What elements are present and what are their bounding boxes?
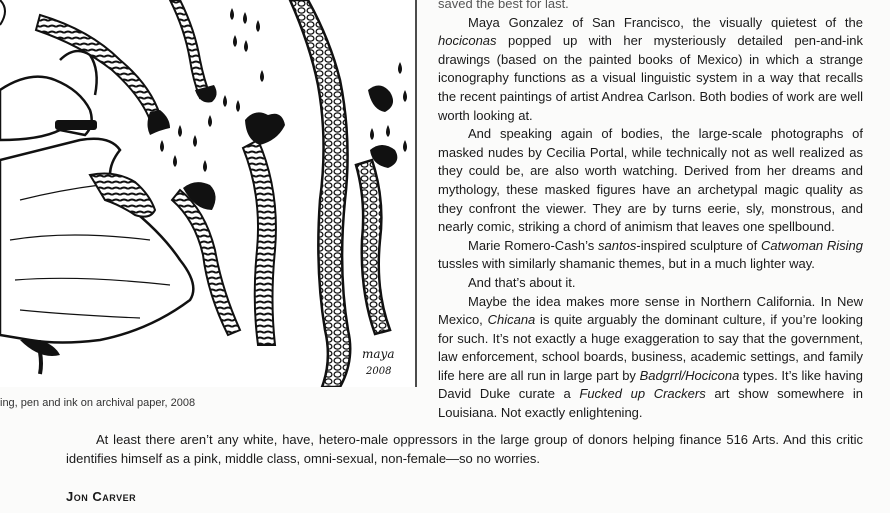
paragraph-0: saved the best for last. — [438, 0, 569, 11]
paragraph-1: Maya Gonzalez of San Francisco, the visually quietest of the hociconas popped up with her mysteriously detailed pen-and-ink drawings (based on the painted books of Mexico) in which a strange iconography functions as a visual linguistic system in a way that recalls the recent paintings of artist Andrea Carlson. Both bodies of work are well worth looking at. — [438, 14, 863, 123]
artwork-caption: ing, pen and ink on archival paper, 2008 — [0, 397, 196, 409]
paragraph-4: And that’s about it. — [468, 274, 576, 290]
article-footer — [66, 431, 863, 468]
signature-year: 2008 — [366, 366, 392, 377]
signature-name: maya — [362, 347, 395, 361]
paragraph-5: Maybe the idea makes more sense in Northern California. In New Mexico, Chicana is quite arguably the dominant culture, if you’re looking for such. It’s not exactly a huge exaggeration to say that the government, law enforcement, school boards, business, academic settings, and family life here are all run in large part by Badgrrl/Hocicona types. It’s like having David Duke curate a Fucked up Crackers art show somewhere in Louisiana. Not exactly enlightening. — [438, 293, 863, 421]
author-byline: Jon Carver — [66, 489, 137, 504]
paragraph-2: And speaking again of bodies, the large-scale photographs of masked nudes by Cecilia Portal, while technically not as well realized as they could be, are also worth watching. Derived from her dreams and mythology, these masked figures have an archetypal magic quality as they confront the viewer. They are by turns eerie, sly, monstrous, and nearly comic, striking a chord of animism that leaves one spellbound. — [438, 126, 863, 235]
paragraph-6: At least there aren’t any white, have, hetero-male oppressors in the large group of donors helping finance 516 Arts. And this critic identifies himself as a pink, middle class, omni-sexual, non-female—so no worries. — [66, 432, 863, 466]
artwork-drawing — [0, 0, 417, 387]
article-column — [438, 2, 863, 423]
paragraph-3: Marie Romero-Cash’s santos-inspired sculpture of Catwoman Rising tussles with similarly shamanic themes, but in a much lighter way. — [438, 237, 864, 272]
